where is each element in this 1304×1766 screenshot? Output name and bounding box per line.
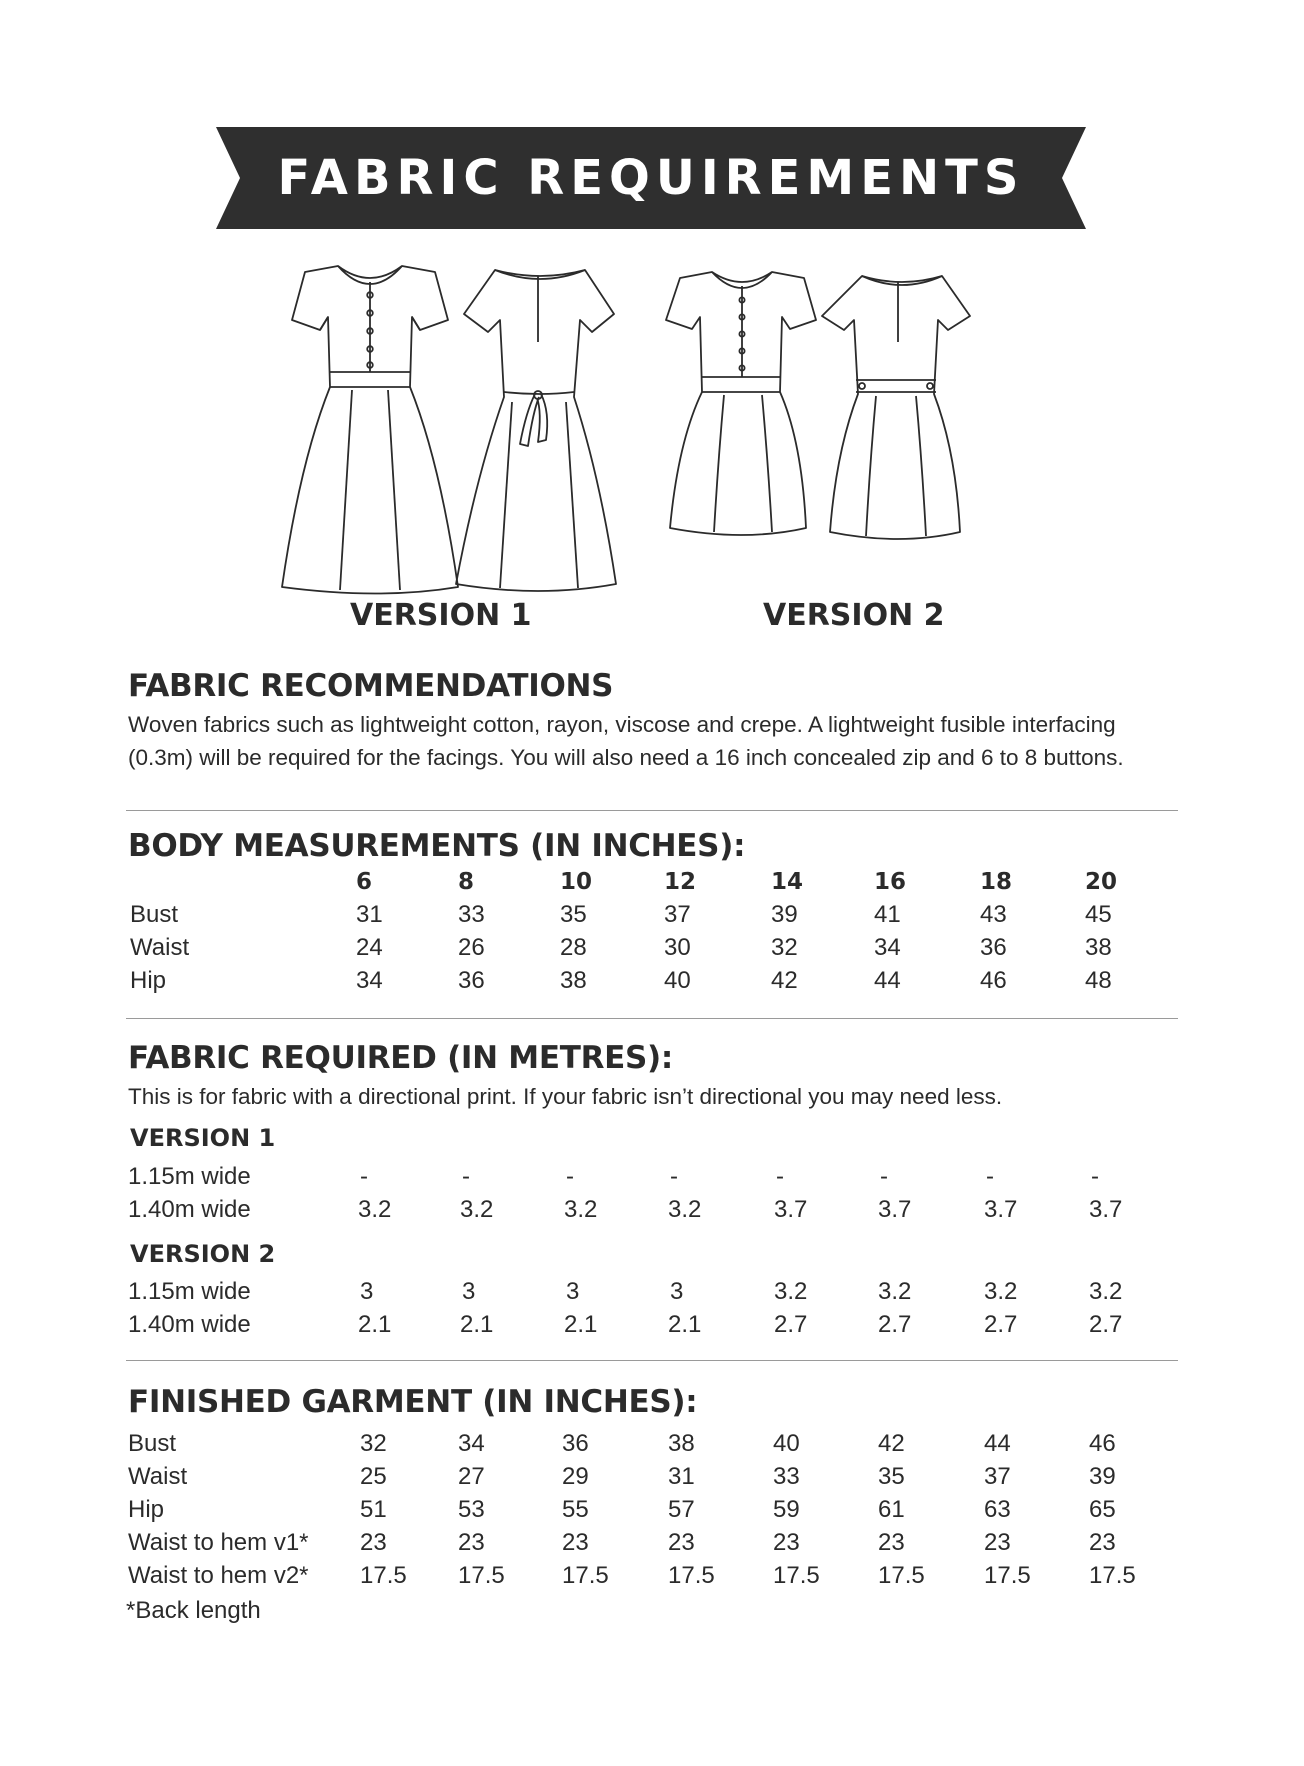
page-title: FABRIC REQUIREMENTS: [277, 150, 1025, 206]
table-cell: 44: [984, 1430, 1011, 1457]
table-cell: 3.7: [878, 1196, 912, 1223]
table-cell: 26: [458, 934, 485, 961]
garment-illustrations: [250, 262, 1050, 602]
row-label: Waist to hem v1*: [128, 1529, 309, 1556]
table-cell: 23: [773, 1529, 800, 1556]
table-cell: 24: [356, 934, 383, 961]
table-cell: 3.2: [1089, 1278, 1123, 1305]
table-cell: 23: [1089, 1529, 1116, 1556]
table-cell: 36: [562, 1430, 589, 1457]
size-header: 18: [980, 869, 1013, 895]
table-cell: -: [776, 1163, 784, 1190]
table-cell: 51: [360, 1496, 387, 1523]
table-cell: 33: [458, 901, 485, 928]
section-divider: [126, 1018, 1178, 1019]
table-cell: 39: [1089, 1463, 1116, 1490]
size-header: 16: [874, 869, 907, 895]
version-2-subheading: VERSION 2: [130, 1240, 276, 1268]
table-cell: 34: [458, 1430, 485, 1457]
table-cell: 35: [560, 901, 587, 928]
size-header: 10: [560, 869, 593, 895]
table-cell: 3.2: [668, 1196, 702, 1223]
table-cell: 3.2: [878, 1278, 912, 1305]
version-1-subheading: VERSION 1: [130, 1124, 276, 1152]
table-cell: 32: [360, 1430, 387, 1457]
table-cell: 38: [668, 1430, 695, 1457]
table-cell: 65: [1089, 1496, 1116, 1523]
table-cell: 3: [360, 1278, 374, 1305]
table-cell: 27: [458, 1463, 485, 1490]
table-cell: -: [670, 1163, 678, 1190]
version-1-back-illustration: [456, 270, 616, 591]
table-cell: 23: [878, 1529, 905, 1556]
table-cell: 2.1: [564, 1311, 598, 1338]
size-header: 14: [771, 869, 804, 895]
finished-garment-title: FINISHED GARMENT (IN INCHES):: [128, 1384, 698, 1420]
version-2-front-illustration: [666, 272, 816, 535]
table-cell: 57: [668, 1496, 695, 1523]
fabric-required-title: FABRIC REQUIRED (IN METRES):: [128, 1040, 674, 1076]
table-cell: 37: [664, 901, 691, 928]
table-cell: 3.2: [774, 1278, 808, 1305]
table-cell: -: [880, 1163, 888, 1190]
table-cell: 23: [562, 1529, 589, 1556]
row-label: 1.15m wide: [128, 1163, 251, 1190]
footnote: *Back length: [126, 1597, 261, 1624]
table-cell: 3: [670, 1278, 684, 1305]
table-cell: 3.2: [460, 1196, 494, 1223]
table-cell: 2.1: [358, 1311, 392, 1338]
table-cell: 17.5: [1089, 1562, 1136, 1589]
version-2-back-illustration: [822, 276, 970, 539]
table-cell: 3: [462, 1278, 476, 1305]
table-cell: 42: [878, 1430, 905, 1457]
section-divider: [126, 1360, 1178, 1361]
table-cell: 23: [984, 1529, 1011, 1556]
table-cell: 53: [458, 1496, 485, 1523]
row-label: Hip: [128, 1496, 165, 1523]
table-cell: 43: [980, 901, 1007, 928]
table-cell: 61: [878, 1496, 905, 1523]
body-measurements-title: BODY MEASUREMENTS (IN INCHES):: [128, 828, 746, 864]
table-cell: 23: [458, 1529, 485, 1556]
table-cell: 32: [771, 934, 798, 961]
version-2-label: VERSION 2: [763, 598, 945, 633]
table-cell: 31: [668, 1463, 695, 1490]
row-label: Bust: [128, 1430, 177, 1457]
table-cell: 17.5: [458, 1562, 505, 1589]
table-cell: -: [566, 1163, 574, 1190]
table-cell: 17.5: [562, 1562, 609, 1589]
table-cell: 29: [562, 1463, 589, 1490]
size-header: 8: [458, 869, 475, 895]
table-cell: 3.7: [984, 1196, 1018, 1223]
row-label: 1.40m wide: [128, 1311, 251, 1338]
table-cell: 3.7: [1089, 1196, 1123, 1223]
table-cell: 25: [360, 1463, 387, 1490]
table-cell: 3.7: [774, 1196, 808, 1223]
recommendations-line-1: Woven fabrics such as lightweight cotton, rayon, viscose and crepe. A lightweight fusible interfacing: [128, 712, 1116, 737]
table-cell: 55: [562, 1496, 589, 1523]
table-cell: 40: [773, 1430, 800, 1457]
recommendations-line-2: (0.3m) will be required for the facings. You will also need a 16 inch concealed zip and 6 to 8 buttons.: [128, 745, 1124, 770]
table-cell: 17.5: [360, 1562, 407, 1589]
table-cell: 39: [771, 901, 798, 928]
size-header: 12: [664, 869, 697, 895]
table-cell: 17.5: [773, 1562, 820, 1589]
table-cell: 2.7: [878, 1311, 912, 1338]
table-cell: 2.1: [460, 1311, 494, 1338]
size-header: 20: [1085, 869, 1118, 895]
table-cell: 45: [1085, 901, 1112, 928]
row-label: Bust: [130, 901, 179, 928]
section-divider: [126, 810, 1178, 811]
table-cell: 44: [874, 967, 901, 994]
table-cell: 40: [664, 967, 691, 994]
table-cell: 37: [984, 1463, 1011, 1490]
table-cell: 3.2: [564, 1196, 598, 1223]
table-cell: -: [1091, 1163, 1099, 1190]
table-cell: 46: [980, 967, 1007, 994]
table-cell: 33: [773, 1463, 800, 1490]
fabric-required-note: This is for fabric with a directional print. If your fabric isn’t directional you may need less.: [128, 1084, 1003, 1109]
table-cell: 63: [984, 1496, 1011, 1523]
table-cell: -: [462, 1163, 470, 1190]
table-cell: 36: [980, 934, 1007, 961]
table-cell: 28: [560, 934, 587, 961]
table-cell: -: [986, 1163, 994, 1190]
version-1-label: VERSION 1: [350, 598, 532, 633]
table-cell: 41: [874, 901, 901, 928]
table-cell: 23: [360, 1529, 387, 1556]
table-cell: 17.5: [668, 1562, 715, 1589]
table-cell: 2.7: [774, 1311, 808, 1338]
table-cell: 2.7: [1089, 1311, 1123, 1338]
size-header: 6: [356, 869, 373, 895]
table-cell: 59: [773, 1496, 800, 1523]
title-banner: [216, 127, 1086, 229]
table-cell: 2.7: [984, 1311, 1018, 1338]
row-label: 1.40m wide: [128, 1196, 251, 1223]
table-cell: 34: [356, 967, 383, 994]
row-label: Waist: [130, 934, 190, 961]
table-cell: 34: [874, 934, 901, 961]
table-cell: 38: [1085, 934, 1112, 961]
fabric-recommendations-text: [128, 708, 1188, 774]
fabric-recommendations-title: FABRIC RECOMMENDATIONS: [128, 668, 614, 704]
table-cell: 42: [771, 967, 798, 994]
row-label: Waist to hem v2*: [128, 1562, 309, 1589]
table-cell: 3.2: [984, 1278, 1018, 1305]
table-cell: 23: [668, 1529, 695, 1556]
table-cell: 46: [1089, 1430, 1116, 1457]
table-cell: -: [360, 1163, 368, 1190]
table-cell: 30: [664, 934, 691, 961]
table-cell: 36: [458, 967, 485, 994]
table-cell: 3.2: [358, 1196, 392, 1223]
table-cell: 31: [356, 901, 383, 928]
table-cell: 17.5: [878, 1562, 925, 1589]
version-1-front-illustration: [282, 266, 458, 594]
row-label: 1.15m wide: [128, 1278, 251, 1305]
table-cell: 3: [566, 1278, 580, 1305]
table-cell: 2.1: [668, 1311, 702, 1338]
table-cell: 38: [560, 967, 587, 994]
table-cell: 17.5: [984, 1562, 1031, 1589]
row-label: Waist: [128, 1463, 188, 1490]
table-cell: 35: [878, 1463, 905, 1490]
row-label: Hip: [130, 967, 167, 994]
table-cell: 48: [1085, 967, 1112, 994]
